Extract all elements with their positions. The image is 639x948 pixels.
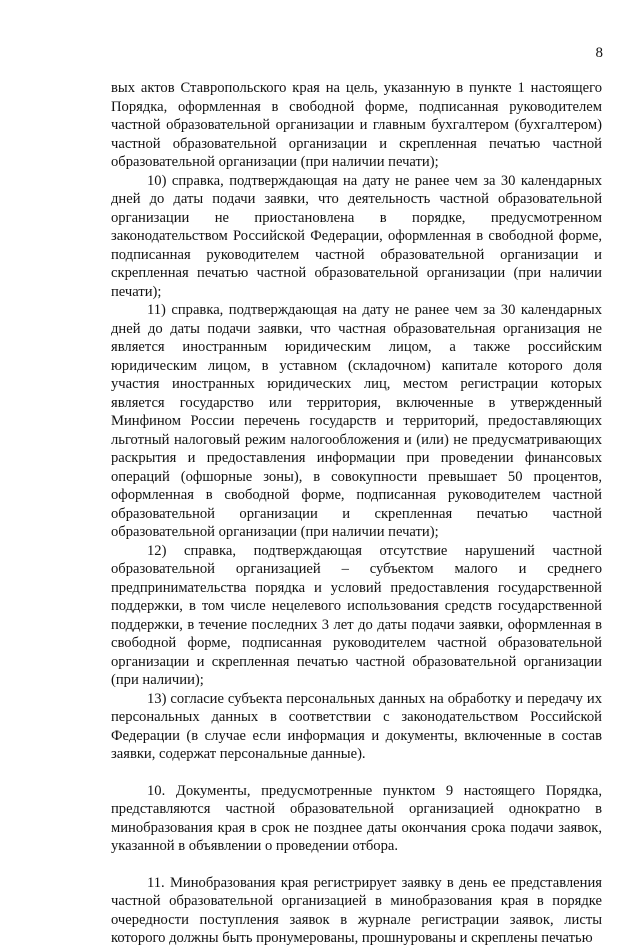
paragraph-item-12: 12) справка, подтверждающая отсутствие нарушений частной образовательной организацией – субъектом малого и среднего предпринимательства порядка и условий предоставления государственной поддержки, в том числе нецелевого использования средств государственной поддержки, в течение последних 3 лет до даты подачи заявки, оформленная в свободной форме, подписанная руководителем частной образовательной организации и скрепленная печатью частной образовательной организации (при наличии);	[111, 542, 602, 688]
paragraph-item-13: 13) согласие субъекта персональных данных на обработку и передачу их персональных данных в соответствии с законодательством Российской Федерации (в случае если информация и документы, включенные в состав заявки, содержат персональные данные).	[111, 690, 602, 762]
paragraph-item-10: 10) справка, подтверждающая на дату не ранее чем за 30 календарных дней до даты подачи заявки, что деятельность частной образовательной организации не приостановлена в порядке, предусмотренном законодательством Российской Федерации, оформленная в свободной форме, подписанная руководителем частной образовательной организации и скрепленная печатью частной образовательной организации (при наличии печати);	[111, 172, 602, 300]
document-body	[111, 79, 602, 948]
paragraph-continuation: вых актов Ставропольского края на цель, указанную в пункте 1 настоящего Порядка, оформленная в свободной форме, подписанная руководителем частной образовательной организации и главным бухгалтером (бухгалтером) частной образовательной организации и скрепленная печатью частной образовательной организации (при наличии печати);	[111, 80, 602, 170]
page-number: 8	[595, 45, 603, 61]
paragraph-clause-10: 10. Документы, предусмотренные пунктом 9 настоящего Порядка, представляются частной образовательной организацией однократно в минобразования края в срок не позднее даты окончания срока подачи заявок, указанной в объявлении о проведении отбора.	[111, 782, 602, 854]
paragraph-clause-11: 11. Минобразования края регистрирует заявку в день ее представления частной образовательной организацией в минобразования края в порядке очередности поступления заявок в журнале регистрации заявок, листы которого должны быть пронумерованы, прошнурованы и скреплены печатью	[111, 874, 602, 946]
paragraph-item-11: 11) справка, подтверждающая на дату не ранее чем за 30 календарных дней до даты подачи заявки, что частная образовательная организация не является иностранным юридическим лицом, а также российским юридическим лицом, в уставном (складочном) капитале которого доля участия иностранных юридических лиц, местом регистрации которых является государство или территория, включенные в утвержденный Минфином России перечень государств и территорий, предоставляющих льготный налоговый режим налогообложения и (или) не предусматривающих раскрытия и предоставления информации при проведении финансовых операций (офшорные зоны), в совокупности превышает 50 процентов, оформленная в свободной форме, подписанная руководителем частной образовательной организации и скрепленная печатью частной образовательной организации (при наличии печати);	[111, 302, 602, 540]
